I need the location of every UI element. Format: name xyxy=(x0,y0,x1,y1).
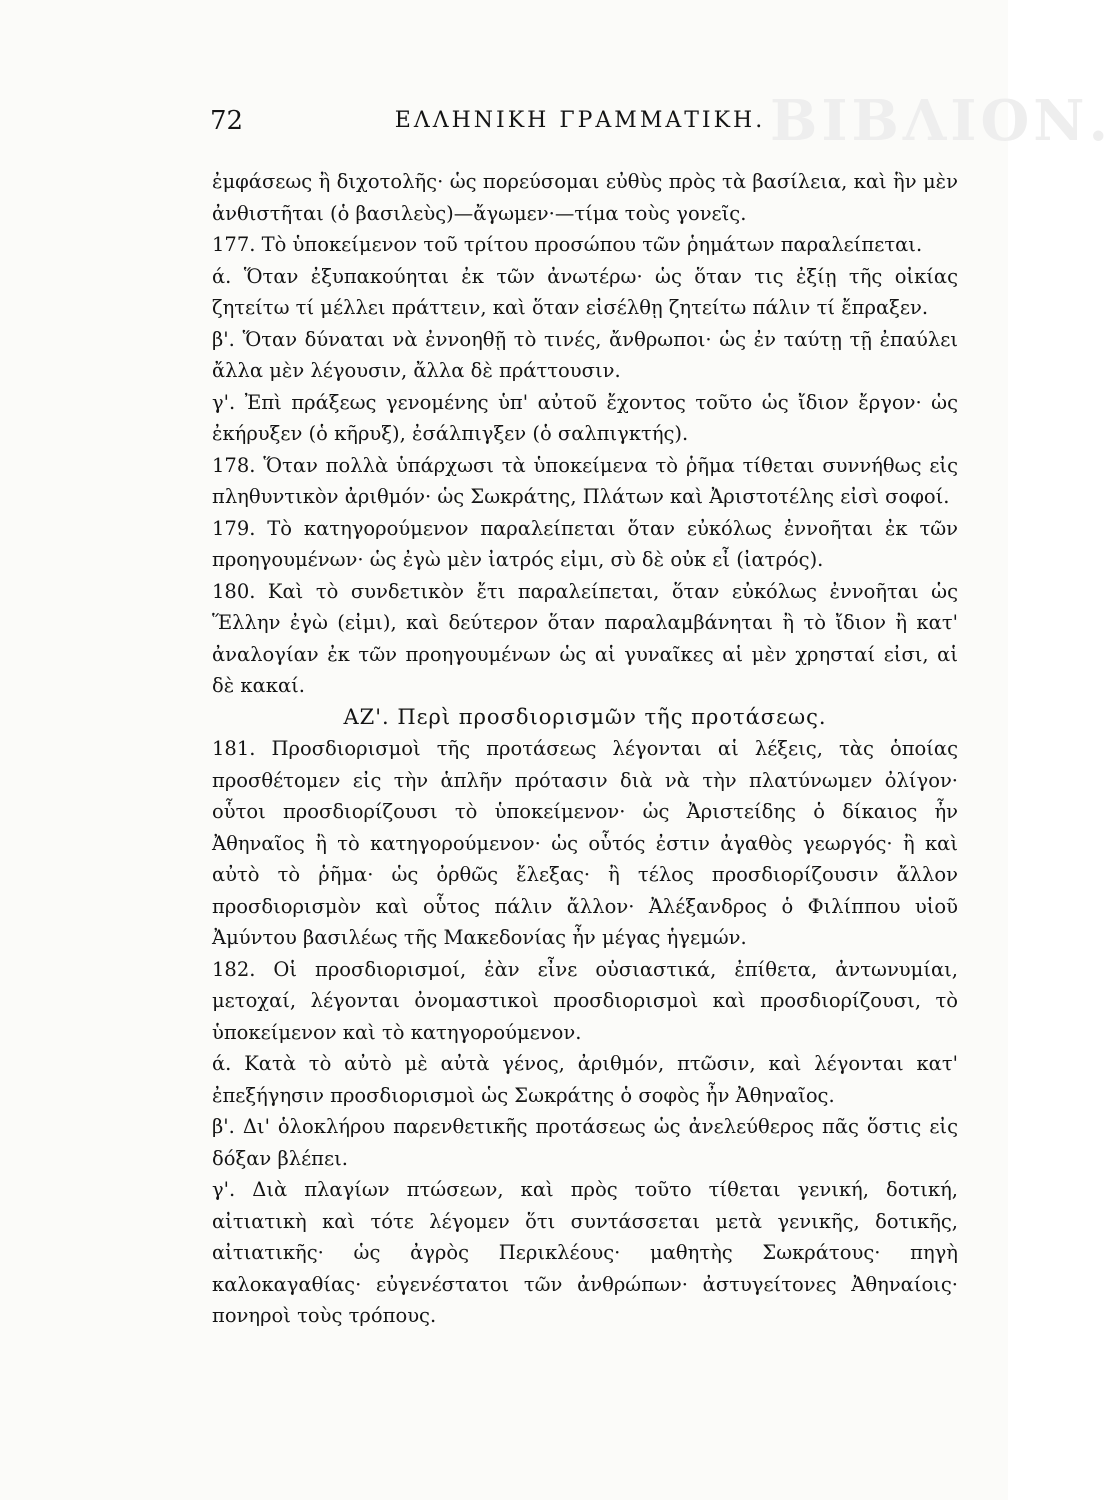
page-body xyxy=(212,166,958,1332)
paragraph-179: 179. Τὸ κατηγορούμενον παραλείπεται ὅταν εὐκόλως ἐννοῆται ἐκ τῶν προηγουμένων· ὡς ἐγὼ μὲν ἰατρός εἰμι, σὺ δὲ οὐκ εἶ (ἰατρός). xyxy=(212,516,958,571)
bleed-through-text: ΒΙΒΛΙΟΝ. xyxy=(770,88,1112,154)
paragraph-182c: γ'. Διὰ πλαγίων πτώσεων, καὶ πρὸς τοῦτο τίθεται γενική, δοτική, αἰτιατικὴ καὶ τότε λέγομεν ὅτι συντάσσεται μετὰ γενικῆς, δοτικῆς, αἰτιατικῆς· ὡς ἀγρὸς Περικλέους· μαθητὴς Σωκράτους· πηγὴ καλοκαγαθίας· εὐγενέστατοι τῶν ἀνθρώπων· ἀστυγείτονες Ἀθηναίοις· πονηροὶ τοὺς τρόπους. xyxy=(212,1178,958,1327)
paragraph-182b: β'. Δι' ὁλοκλήρου παρενθετικῆς προτάσεως ὡς ἀνελεύθερος πᾶς ὅστις εἰς δόξαν βλέπει. xyxy=(212,1115,958,1170)
paragraph-182: 182. Οἱ προσδιορισμοί, ἐὰν εἶνε οὐσιαστικά, ἐπίθετα, ἀντωνυμίαι, μετοχαί, λέγονται ὀνομαστικοὶ προσδιορισμοὶ καὶ προσδιορίζουσι, τὸ ὑποκείμενον καὶ τὸ κατηγορούμενον. xyxy=(212,957,958,1044)
paragraph-180: 180. Καὶ τὸ συνδετικὸν ἔτι παραλείπεται, ὅταν εὐκόλως ἐννοῆται ὡς Ἕλλην ἐγὼ (εἰμι), καὶ δεύτερον ὅταν παραλαμβάνηται ἢ τὸ ἴδιον ἢ κατ' ἀναλογίαν ἐκ τῶν προηγουμένων ὡς αἱ γυναῖκες αἱ μὲν χρησταί εἰσι, αἱ δὲ κακαί. xyxy=(212,579,958,697)
paragraph-181: 181. Προσδιορισμοὶ τῆς προτάσεως λέγονται αἱ λέξεις, τὰς ὁποίας προσθέτομεν εἰς τὴν ἁπλῆν πρότασιν διὰ νὰ τὴν πλατύνωμεν ὀλίγον· οὗτοι προσδιορίζουσι τὸ ὑποκείμενον· ὡς Ἀριστείδης ὁ δίκαιος ἦν Ἀθηναῖος ἢ τὸ κατηγορούμενον· ὡς οὗτός ἐστιν ἀγαθὸς γεωργός· ἢ καὶ αὐτὸ τὸ ῥῆμα· ὡς ὀρθῶς ἔλεξας· ἢ τέλος προσδιορίζουσιν ἄλλον προσδιορισμὸν καὶ οὗτος πάλιν ἄλλον· Ἀλέξανδρος ὁ Φιλίππου υἱοῦ Ἀμύντου βασιλέως τῆς Μακεδονίας ἦν μέγας ἡγεμών. xyxy=(212,737,958,949)
page-header xyxy=(210,106,950,142)
paragraph-177c: γ'. Ἐπὶ πράξεως γενομένης ὑπ' αὐτοῦ ἔχοντος τοῦτο ὡς ἴδιον ἔργον· ὡς ἐκήρυξεν (ὁ κῆρυξ), ἐσάλπιγξεν (ὁ σαλπιγκτής). xyxy=(212,390,958,445)
paragraph-178: 178. Ὅταν πολλὰ ὑπάρχωσι τὰ ὑποκείμενα τὸ ῥῆμα τίθεται συννήθως εἰς πληθυντικὸν ἀριθμόν· ὡς Σωκράτης, Πλάτων καὶ Ἀριστοτέλης εἰσὶ σοφοί. xyxy=(212,453,958,508)
paragraph-177b: β'. Ὅταν δύναται νὰ ἐννοηθῇ τὸ τινές, ἄνθρωποι· ὡς ἐν ταύτῃ τῇ ἐπαύλει ἄλλα μὲν λέγουσιν, ἄλλα δὲ πράττουσιν. xyxy=(212,327,958,382)
running-title: ΕΛΛΗΝΙΚΗ ΓΡΑΜΜΑΤΙΚΗ. xyxy=(394,108,766,133)
page-number: 72 xyxy=(210,106,244,136)
paragraph-177: 177. Τὸ ὑποκείμενον τοῦ τρίτου προσώπου τῶν ῥημάτων παραλείπεται. xyxy=(212,233,923,256)
paragraph-182a: ά. Κατὰ τὸ αὐτὸ μὲ αὐτὰ γένος, ἀριθμόν, πτῶσιν, καὶ λέγονται κατ' ἐπεξήγησιν προσδιορισμοὶ ὡς Σωκράτης ὁ σοφὸς ἦν Ἀθηναῖος. xyxy=(212,1052,958,1107)
paragraph-continuation: ἐμφάσεως ἢ διχοτολῆς· ὡς πορεύσομαι εὐθὺς πρὸς τὰ βασίλεια, καὶ ἣν μὲν ἀνθιστῆται (ὁ βασιλεὺς)—ἄγωμεν·—τίμα τοὺς γονεῖς. xyxy=(212,170,958,225)
section-heading: ΑΖ'. Περὶ προσδιορισμῶν τῆς προτάσεως. xyxy=(343,704,827,729)
paragraph-177a: ά. Ὅταν ἐξυπακούηται ἐκ τῶν ἀνωτέρω· ὡς ὅταν τις ἐξίῃ τῆς οἰκίας ζητείτω τί μέλλει πράττειν, καὶ ὅταν εἰσέλθῃ ζητείτω πάλιν τί ἔπραξεν. xyxy=(212,264,958,319)
